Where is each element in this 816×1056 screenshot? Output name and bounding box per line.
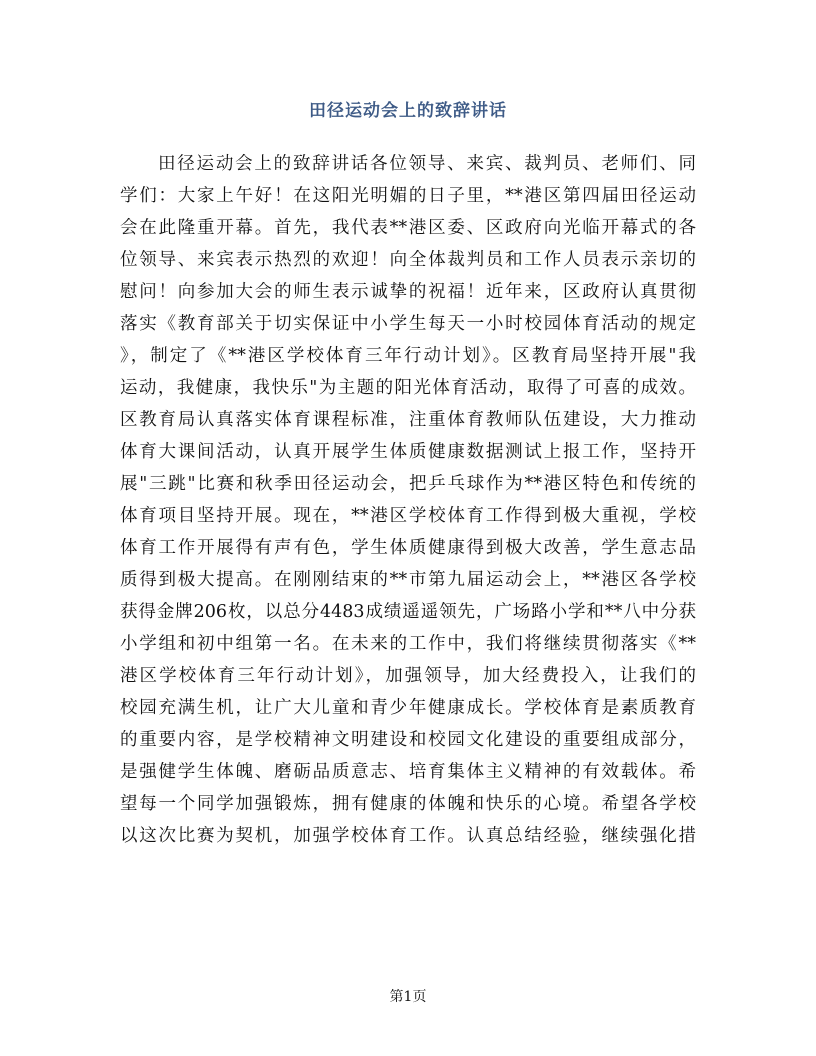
document-title: 田径运动会上的致辞讲话: [309, 101, 507, 121]
body-line: 小学组和初中组第一名。在未来的工作中，我们将继续贯彻落实《**: [120, 634, 696, 654]
body-line: 质得到极大提高。在刚刚结束的**市第九届运动会上，**港区各学校: [120, 570, 696, 590]
body-line: 位领导、来宾表示热烈的欢迎！向全体裁判员和工作人员表示亲切的: [120, 250, 696, 270]
body-line: 体育项目坚持开展。现在，**港区学校体育工作得到极大重视，学校: [120, 506, 696, 526]
body-line: 港区学校体育三年行动计划》，加强领导，加大经费投入，让我们的: [120, 666, 696, 686]
body-line: 获得金牌206枚，以总分4483成绩遥遥领先，广场路小学和**八中分获: [120, 602, 696, 622]
body-line: 校园充满生机，让广大儿童和青少年健康成长。学校体育是素质教育: [120, 698, 696, 718]
body-line: 体育工作开展得有声有色，学生体质健康得到极大改善，学生意志品: [120, 538, 696, 558]
body-line: 田径运动会上的致辞讲话各位领导、来宾、裁判员、老师们、同: [158, 154, 696, 174]
body-line: 会在此隆重开幕。首先，我代表**港区委、区政府向光临开幕式的各: [120, 218, 696, 238]
body-line: 展"三跳"比赛和秋季田径运动会，把乒乓球作为**港区特色和传统的: [120, 474, 696, 494]
body-line: 运动，我健康，我快乐"为主题的阳光体育活动，取得了可喜的成效。: [120, 378, 696, 398]
body-line: 》，制定了《**港区学校体育三年行动计划》。区教育局坚持开展"我: [120, 346, 696, 366]
body-line: 望每一个同学加强锻炼，拥有健康的体魄和快乐的心境。希望各学校: [120, 794, 696, 814]
document-body: [120, 148, 696, 852]
body-line: 以这次比赛为契机，加强学校体育工作。认真总结经验，继续强化措: [120, 826, 696, 846]
body-line: 慰问！向参加大会的师生表示诚挚的祝福！近年来，区政府认真贯彻: [120, 282, 696, 302]
page-number: 第1页: [389, 989, 427, 1005]
body-line: 学们：大家上午好！在这阳光明媚的日子里，**港区第四届田径运动: [120, 186, 696, 206]
body-line: 体育大课间活动，认真开展学生体质健康数据测试上报工作，坚持开: [120, 442, 696, 462]
body-line: 区教育局认真落实体育课程标准，注重体育教师队伍建设，大力推动: [120, 410, 696, 430]
body-line: 的重要内容，是学校精神文明建设和校园文化建设的重要组成部分，: [120, 730, 696, 750]
body-line: 是强健学生体魄、磨砺品质意志、培育集体主义精神的有效载体。希: [120, 762, 696, 782]
body-line: 落实《教育部关于切实保证中小学生每天一小时校园体育活动的规定: [120, 314, 696, 334]
